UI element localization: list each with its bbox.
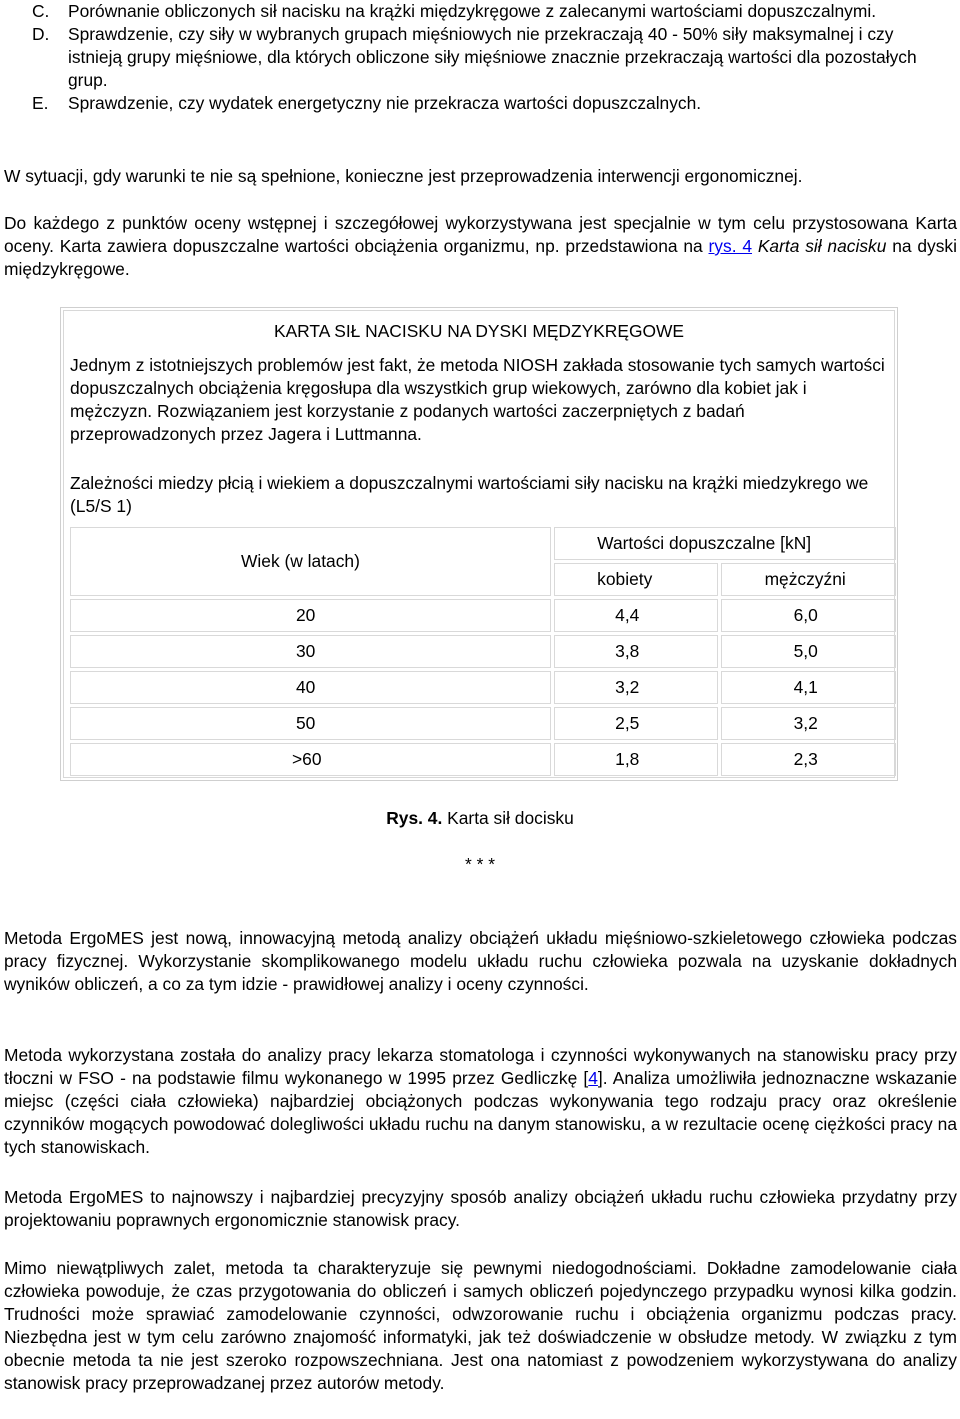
steps-list xyxy=(4,0,944,115)
age-cell: 30 xyxy=(70,635,551,668)
figure-caption xyxy=(0,807,960,830)
card-title: KARTA SIŁ NACISKU NA DYSKI MĘDZYKRĘGOWE xyxy=(273,321,685,341)
dentist-text: Metoda wykorzystana została do analizy pracy lekarza stomatologa i czynności wykonywanych na stanowisku pracy przy tłoczni w FSO - na podstawie filmu wykonanego w 1995 przez Gedliczkę [ xyxy=(4,1045,957,1088)
age-cell: 50 xyxy=(70,707,551,740)
men-cell: 5,0 xyxy=(721,635,896,668)
table-header-row xyxy=(70,527,896,560)
card-paragraph: Zależności miedzy płcią i wiekiem a dopuszczalnymi wartościami siły nacisku na krążki miedzykrego we (L5/S 1) xyxy=(70,473,869,516)
list-item-text: Sprawdzenie, czy siły w wybranych grupach mięśniowych nie przekraczają 40 - 50% siły maksymalnej i czy istnieją grupy mięśniowe, dla których obliczone siły mięśniowe znacznie przekraczają wartości dla pozostałych grup. xyxy=(68,24,917,90)
men-header: mężczyźni xyxy=(721,563,896,596)
paragraph-conditions: W sytuacji, gdy warunki te nie są spełnione, konieczne jest przeprowadzenia interwencji ergonomicznej. xyxy=(4,166,803,186)
values-header: Wartości dopuszczalne [kN] xyxy=(554,527,896,560)
list-item-text: Porównanie obliczonych sił nacisku na krążki międzykręgowe z zalecanymi wartościami dopuszczalnymi. xyxy=(68,1,877,21)
men-cell: 6,0 xyxy=(721,599,896,632)
paragraph-newest: Metoda ErgoMES to najnowszy i najbardziej precyzyjny sposób analizy obciążeń układu ruchu człowieka przydatny przy projektowaniu poprawnych ergonomicznie stanowisk pracy. xyxy=(4,1187,957,1230)
table-row xyxy=(70,671,896,704)
card-intro-text: Do każdego z punktów oceny wstępnej i szczegółowej wykorzystywana jest specjalnie w tym celu przystosowana Karta oceny. Karta zawiera dopuszczalne wartości obciążenia organizmu, np. przedstawiona na xyxy=(4,213,957,256)
paragraph-card-intro xyxy=(4,212,957,281)
limits-table xyxy=(67,524,899,779)
age-cell: 20 xyxy=(70,599,551,632)
age-cell: 40 xyxy=(70,671,551,704)
paragraph-drawbacks: Mimo niewątpliwych zalet, metoda ta charakteryzuje się pewnymi niedogodnościami. Dokładne zamodelowanie ciała człowieka powoduje, że czas przygotowania do obliczeń i samych obliczeń pojedynczego przypadku wynosi kilka godzin. Trudności może sprawiać zamodelowanie czynności, odwzorowanie ruchu i obciążenia organizmu podczas pracy. Niezbędna jest w tym celu zarówno znajomość informatyki, jak też doświadczenie w obsłudze metody. W związku z tym obecnie metoda ta nie jest szeroko rozpowszechniana. Jest ona natomiast z powodzeniem wykorzystywana do analizy stanowisk pracy przeprowadzanej przez autorów metody. xyxy=(4,1258,957,1393)
table-row xyxy=(70,635,896,668)
women-cell: 3,2 xyxy=(554,671,717,704)
section-separator: * * * xyxy=(465,854,495,874)
women-header: kobiety xyxy=(554,563,717,596)
figure-link[interactable]: rys. 4 xyxy=(708,236,753,256)
caption-label: Rys. 4. xyxy=(386,808,443,828)
list-marker: E. xyxy=(32,93,49,113)
dentist-text-tail: ]. Analiza umożliwiła jednoznaczne wskazanie miejsc (części ciała człowieka) najbardziej obciążonych podczas wykonywania tego rodzaju pracy oraz określenie czynników mogących powodować dolegliwości układu ruchu na danym stanowisku, a w rezultacie ocenę ciężkości pracy na tych stanowiskach. xyxy=(4,1068,957,1157)
age-header: Wiek (w latach) xyxy=(70,527,551,596)
list-item xyxy=(4,23,944,92)
men-cell: 4,1 xyxy=(721,671,896,704)
women-cell: 2,5 xyxy=(554,707,717,740)
table-row xyxy=(70,599,896,632)
reference-link[interactable]: 4 xyxy=(588,1068,598,1088)
card-frame xyxy=(63,310,895,778)
list-item xyxy=(4,92,944,115)
list-item xyxy=(4,0,944,23)
caption-text: Karta sił docisku xyxy=(442,808,574,828)
women-cell: 4,4 xyxy=(554,599,717,632)
men-cell: 2,3 xyxy=(721,743,896,776)
list-item-text: Sprawdzenie, czy wydatek energetyczny nie przekracza wartości dopuszczalnych. xyxy=(68,93,702,113)
card-intro-tail: na dyski międzykręgowe. xyxy=(4,236,957,279)
pressure-card xyxy=(60,307,898,781)
table-row xyxy=(70,743,896,776)
paragraph-ergomes-intro: Metoda ErgoMES jest nową, innowacyjną metodą analizy obciążeń układu mięśniowo-szkieletowego człowieka podczas pracy fizycznej. Wykorzystanie skomplikowanego modelu układu ruchu człowieka pozwala na uzyskanie dokładnych wyników obliczeń, a co za tym idzie - prawidłowej analizy i oceny czynności. xyxy=(4,928,957,994)
table-row xyxy=(70,707,896,740)
card-paragraph: Jednym z istotniejszych problemów jest fakt, że metoda NIOSH zakłada stosowanie tych samych wartości dopuszczalnych obciążenia kręgosłupa dla wszystkich grup wiekowych, zarówno dla kobiet jak i mężczyzn. Rozwiązaniem jest korzystanie z podanych wartości zaczerpniętych z badań przeprowadzonych przez Jagera i Luttmanna. xyxy=(70,355,885,444)
women-cell: 3,8 xyxy=(554,635,717,668)
card-intro-italic: Karta sił nacisku xyxy=(752,236,887,256)
list-marker: D. xyxy=(32,24,50,44)
women-cell: 1,8 xyxy=(554,743,717,776)
paragraph-dentist-analysis xyxy=(4,1044,957,1159)
men-cell: 3,2 xyxy=(721,707,896,740)
list-marker: C. xyxy=(32,1,50,21)
age-cell: >60 xyxy=(70,743,551,776)
